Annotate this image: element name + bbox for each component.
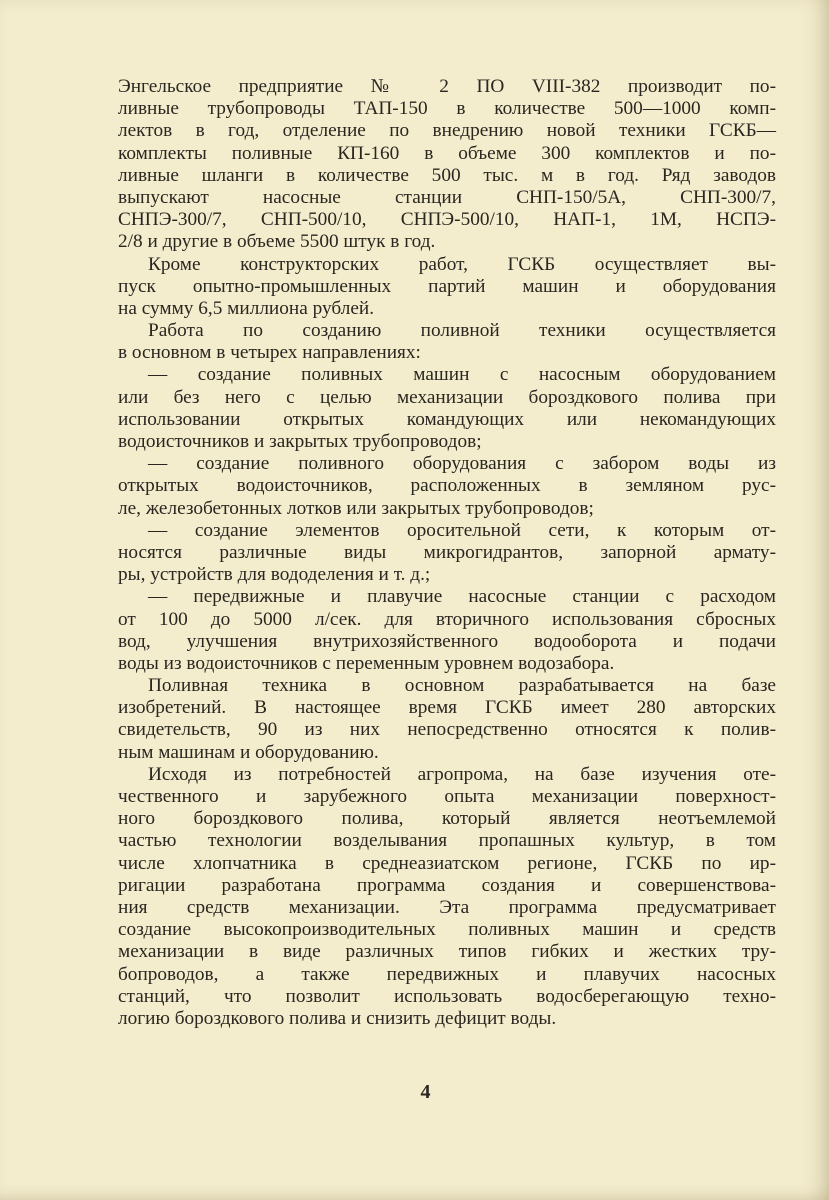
text-line: воды из водоисточников с переменным уровнем водозабора.	[118, 652, 615, 674]
text-line: Кроме конструкторских работ, ГСКБ осуществляет вы-	[148, 253, 776, 275]
text-line: пуск опытно-промышленных партий машин и оборудования	[118, 275, 776, 297]
page-number: 4	[420, 1081, 431, 1103]
text-line: комплекты поливные КП-160 в объеме 300 комплектов и по-	[118, 142, 776, 164]
text-line: от 100 до 5000 л/сек. для вторичного использования сбросных	[118, 608, 776, 630]
text-line: логию бороздкового полива и снизить дефицит воды.	[118, 1007, 557, 1029]
text-line: Энгельское предприятие № 2 ПО VIII-382 производит по-	[118, 76, 776, 97]
text-line: — создание элементов оросительной сети, к которым от-	[148, 519, 776, 541]
text-line: 2/8 и другие в объеме 5500 штук в год.	[118, 231, 436, 253]
text-line: выпускают насосные станции СНП-150/5А, СНП-300/7,	[118, 186, 776, 208]
text-line: открытых водоисточников, расположенных в земляном рус-	[118, 475, 776, 497]
text-line: ным машинам и оборудованию.	[118, 741, 379, 763]
text-line: ливные шланги в количестве 500 тыс. м в год. Ряд заводов	[118, 164, 776, 186]
text-line: водоисточников и закрытых трубопроводов;	[118, 431, 482, 452]
text-line: ного бороздкового полива, который является неотъемлемой	[118, 808, 776, 830]
text-line: Поливная техника в основном разрабатывается на базе	[148, 675, 776, 697]
text-line: ригации разработана программа создания и совершенствова-	[118, 874, 776, 896]
text-line: вод, улучшения внутрихозяйственного водооборота и подачи	[118, 630, 776, 652]
text-line: частью технологии возделывания пропашных культур, в том	[118, 830, 776, 852]
text-line: механизации в виде различных типов гибких и жестких тру-	[118, 941, 776, 963]
text-line: числе хлопчатника в среднеазиатском регионе, ГСКБ по ир-	[118, 852, 776, 874]
text-line: ры, устройств для вододеления и т. д.;	[118, 564, 431, 586]
text-line: свидетельств, 90 из них непосредственно относятся к полив-	[118, 719, 776, 741]
text-line: ния средств механизации. Эта программа предусматривает	[118, 896, 776, 918]
text-line: использовании открытых командующих или некомандующих	[118, 408, 776, 430]
text-line: лектов в год, отделение по внедрению новой техники ГСКБ—	[118, 120, 776, 142]
text-line: — создание поливных машин с насосным оборудованием	[148, 364, 776, 386]
text-line: или без него с целью механизации бороздкового полива при	[118, 386, 776, 408]
text-line: изобретений. В настоящее время ГСКБ имеет 280 авторских	[118, 697, 776, 719]
text-line: — передвижные и плавучие насосные станции с расходом	[148, 586, 776, 608]
text-line: станций, что позволит использовать водосберегающую техно-	[118, 985, 776, 1007]
text-line: ливные трубопроводы ТАП-150 в количестве 500—1000 комп-	[118, 98, 776, 120]
body-text	[118, 76, 776, 1030]
text-line: — создание поливного оборудования с забором воды из	[148, 453, 776, 475]
text-line: носятся различные виды микрогидрантов, запорной армату-	[118, 541, 776, 563]
text-line: на сумму 6,5 миллиона рублей.	[118, 297, 375, 319]
text-line: СНПЭ-300/7, СНП-500/10, СНПЭ-500/10, НАП-1, 1М, НСПЭ-	[118, 209, 776, 231]
text-line: в основном в четырех направлениях:	[118, 342, 421, 364]
text-line: ле, железобетонных лотков или закрытых трубопроводов;	[118, 497, 594, 519]
text-line: создание высокопроизводительных поливных машин и средств	[118, 919, 776, 941]
text-line: Работа по созданию поливной техники осуществляется	[148, 320, 776, 342]
text-line: чественного и зарубежного опыта механизации поверхност-	[118, 786, 776, 807]
text-line: Исходя из потребностей агропрома, на базе изучения оте-	[148, 763, 776, 785]
text-line: бопроводов, а также передвижных и плавучих насосных	[118, 963, 776, 985]
